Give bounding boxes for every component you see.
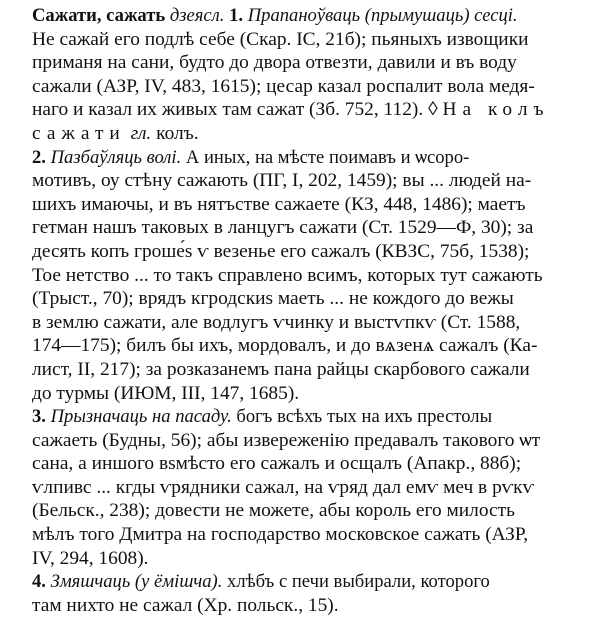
text-line: шихъ имаючы, и въ нятъстве сажаете (КЗ, 448, 1486); маетъ xyxy=(32,193,526,215)
entry-sense-4 xyxy=(8,570,588,617)
sense-number: 4. xyxy=(32,571,46,593)
text-line: гетман нашъ таковых в ланцугъ сажати (Ст. 1529—Ф, 30); за xyxy=(32,217,534,239)
text-line: Не сажай его подлѣ себе (Скар. IС, 21б); пьяныхъ извощики xyxy=(32,28,529,50)
text-line: мотивъ, оу стѣну сажають (ПГ, I, 202, 1459); вы ... людей на- xyxy=(32,170,532,192)
text-line: богъ всѣхъ тых на ихъ престолы xyxy=(236,406,493,428)
sense-gloss: Прызначаць на пасаду. xyxy=(50,406,232,428)
sense-gloss: Пазбаўляць волі. xyxy=(50,146,182,168)
entry-sense-1 xyxy=(8,4,588,146)
phraseology-object: колъ. xyxy=(156,122,199,144)
entry-sense-2 xyxy=(8,146,588,406)
text-line: сана, а иншого вѕмѣсто его сажалъ и осщалъ (Апакр., 88б); xyxy=(32,453,522,475)
phraseology-formula: На колъ xyxy=(442,99,550,121)
sense-gloss: Прапаноўваць (прымушаць) сесці. xyxy=(247,5,518,26)
text-line: хлѣбъ с печи выбирали, которого xyxy=(227,571,490,593)
headword: Сажати, сажать xyxy=(32,5,166,26)
sense-number: 3. xyxy=(32,406,46,428)
text-line: Тое нетство ... то такъ справлено всимъ, которых тут сажають xyxy=(32,264,543,286)
text-line: (Бельск., 238); довести не можете, абы король его милость xyxy=(32,500,515,522)
text-line: наго и казал их живых там сажат (Зб. 752, 112). ◊ xyxy=(32,99,438,121)
text-line: сажаеть (Будны, 56); абы извереженію предавалъ такового ѡт xyxy=(32,429,541,451)
sense-number: 2. xyxy=(32,146,46,168)
text-line: мѣлъ того Дмитра на господарство московское сажать (АЗР, xyxy=(32,524,529,546)
text-line: 174—175); билъ бы ихъ, мордовалъ, и до вѧзенѧ сажалъ (Ка- xyxy=(32,335,538,357)
text-line: сажали (АЗР, IV, 483, 1615); цесар казал роспалит вола медя- xyxy=(32,75,535,97)
text-line: до турмы (ИЮМ, III, 147, 1685). xyxy=(32,382,300,404)
text-line: А иных, на мѣсте поимавъ и ѡсоро- xyxy=(185,146,470,168)
entry-sense-3 xyxy=(8,405,588,570)
text-line: лист, II, 217); за розказанемъ пана райцы скарбового сажали xyxy=(32,358,530,380)
phraseology-verb: сажати xyxy=(32,122,126,144)
text-line: ѵлпивс ... кгды ѵрядники сажал, на ѵряд дал емѵ меч в рѵкѵ xyxy=(32,476,535,498)
phraseology-pos: гл. xyxy=(130,122,152,144)
part-of-speech: дзеясл. xyxy=(169,5,225,26)
text-line: десять копъ гроше́ѕ ѵ везенье его сажалъ (КВЗС, 75б, 1538); xyxy=(32,240,530,262)
sense-number: 1. xyxy=(229,5,244,26)
text-line: (Трыст., 70); врядъ кгродскиѕ маеть ... не кождого до вежы xyxy=(32,288,514,310)
text-line: в землю сажати, але водлугъ ѵчинку и выстѵпкѵ (Ст. 1588, xyxy=(32,311,521,333)
text-line: там нихто не сажал (Хр. польск., 15). xyxy=(32,594,339,616)
text-line: приманя на сани, будто до двора отвезти, давили и въ воду xyxy=(32,52,517,74)
sense-gloss: Змяшчаць (у ёмішча). xyxy=(50,571,223,593)
text-line: IV, 294, 1608). xyxy=(32,547,149,569)
